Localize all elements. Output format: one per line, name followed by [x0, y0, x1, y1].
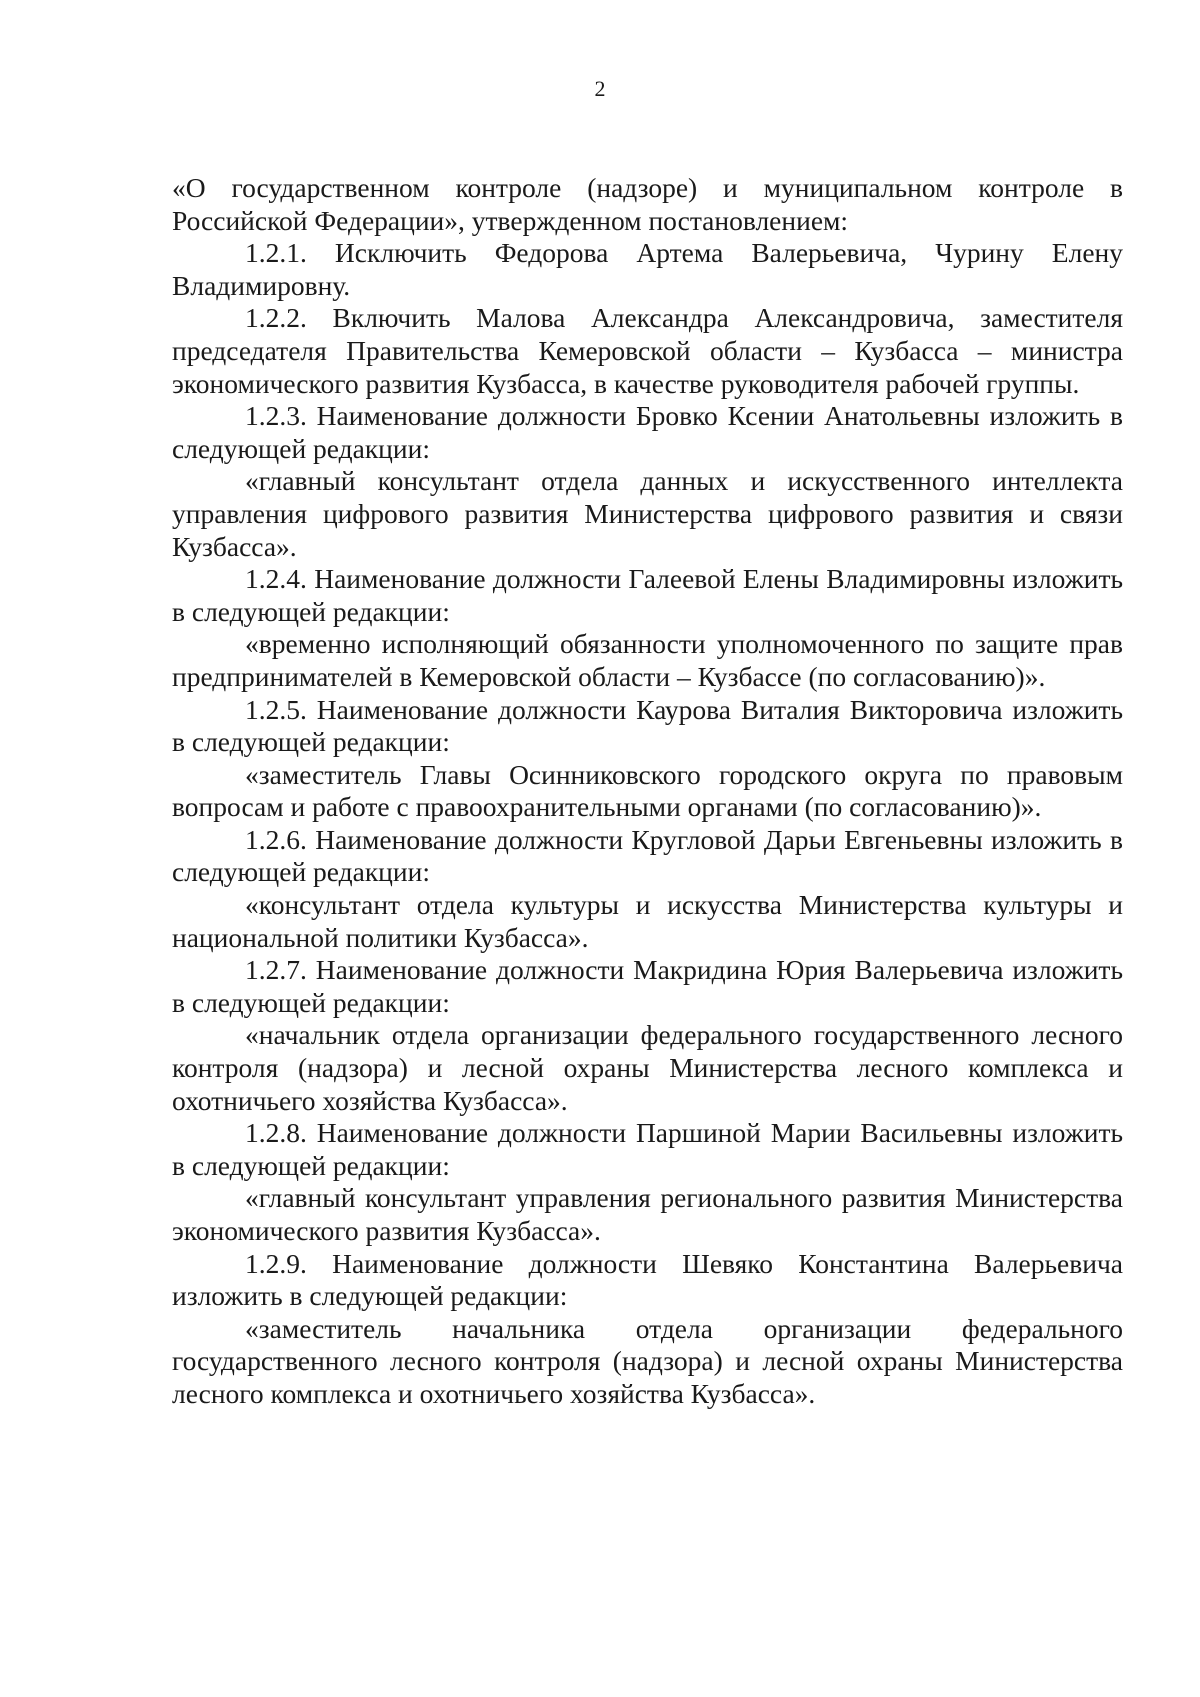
paragraph: «главный консультант управления регионального развития Министерства экономического развития Кузбасса». [172, 1182, 1123, 1246]
paragraph: 1.2.1. Исключить Федорова Артема Валерьевича, Чурину Елену Владимировну. [172, 237, 1123, 301]
paragraph: 1.2.7. Наименование должности Макридина Юрия Валерьевича изложить в следующей редакции: [172, 954, 1123, 1018]
paragraph: 1.2.3. Наименование должности Бровко Ксении Анатольевны изложить в следующей редакции: [172, 400, 1123, 464]
paragraph: «консультант отдела культуры и искусства Министерства культуры и национальной политики Кузбасса». [172, 889, 1123, 953]
paragraph: 1.2.5. Наименование должности Каурова Виталия Викторовича изложить в следующей редакции: [172, 693, 1123, 758]
document-body [172, 172, 1123, 1411]
paragraph: 1.2.6. Наименование должности Кругловой Дарьи Евгеньевны изложить в следующей редакции: [172, 823, 1123, 888]
paragraph: «временно исполняющий обязанности уполномоченного по защите прав предпринимателей в Кемеровской области – Кузбассе (по согласованию)». [172, 628, 1123, 692]
paragraph: «заместитель начальника отдела организации федерального государственного лесного контроля (надзора) и лесной охраны Министерства лесного комплекса и охотничьего хозяйства Кузбасса». [172, 1312, 1123, 1409]
paragraph: «заместитель Главы Осинниковского городского округа по правовым вопросам и работе с правоохранительными органами (по согласованию)». [172, 758, 1123, 823]
paragraph: 1.2.8. Наименование должности Паршиной Марии Васильевны изложить в следующей редакции: [172, 1117, 1123, 1181]
paragraph: «начальник отдела организации федерального государственного лесного контроля (надзора) и лесной охраны Министерства лесного комплекса и охотничьего хозяйства Кузбасса». [172, 1019, 1123, 1116]
paragraph: 1.2.4. Наименование должности Галеевой Елены Владимировны изложить в следующей редакции: [172, 563, 1123, 627]
paragraph: «О государственном контроле (надзоре) и муниципальном контроле в Российской Федерации», утвержденном постановлением: [172, 172, 1123, 236]
paragraph: «главный консультант отдела данных и искусственного интеллекта управления цифрового развития Министерства цифрового развития и связи Кузбасса». [172, 465, 1123, 562]
paragraph: 1.2.9. Наименование должности Шевяко Константина Валерьевича изложить в следующей редакции: [172, 1247, 1123, 1312]
paragraph: 1.2.2. Включить Малова Александра Александровича, заместителя председателя Правительства Кемеровской области – Кузбасса – министра экономического развития Кузбасса, в качестве руководителя рабочей группы. [172, 302, 1123, 399]
page-number: 2 [594, 76, 606, 101]
